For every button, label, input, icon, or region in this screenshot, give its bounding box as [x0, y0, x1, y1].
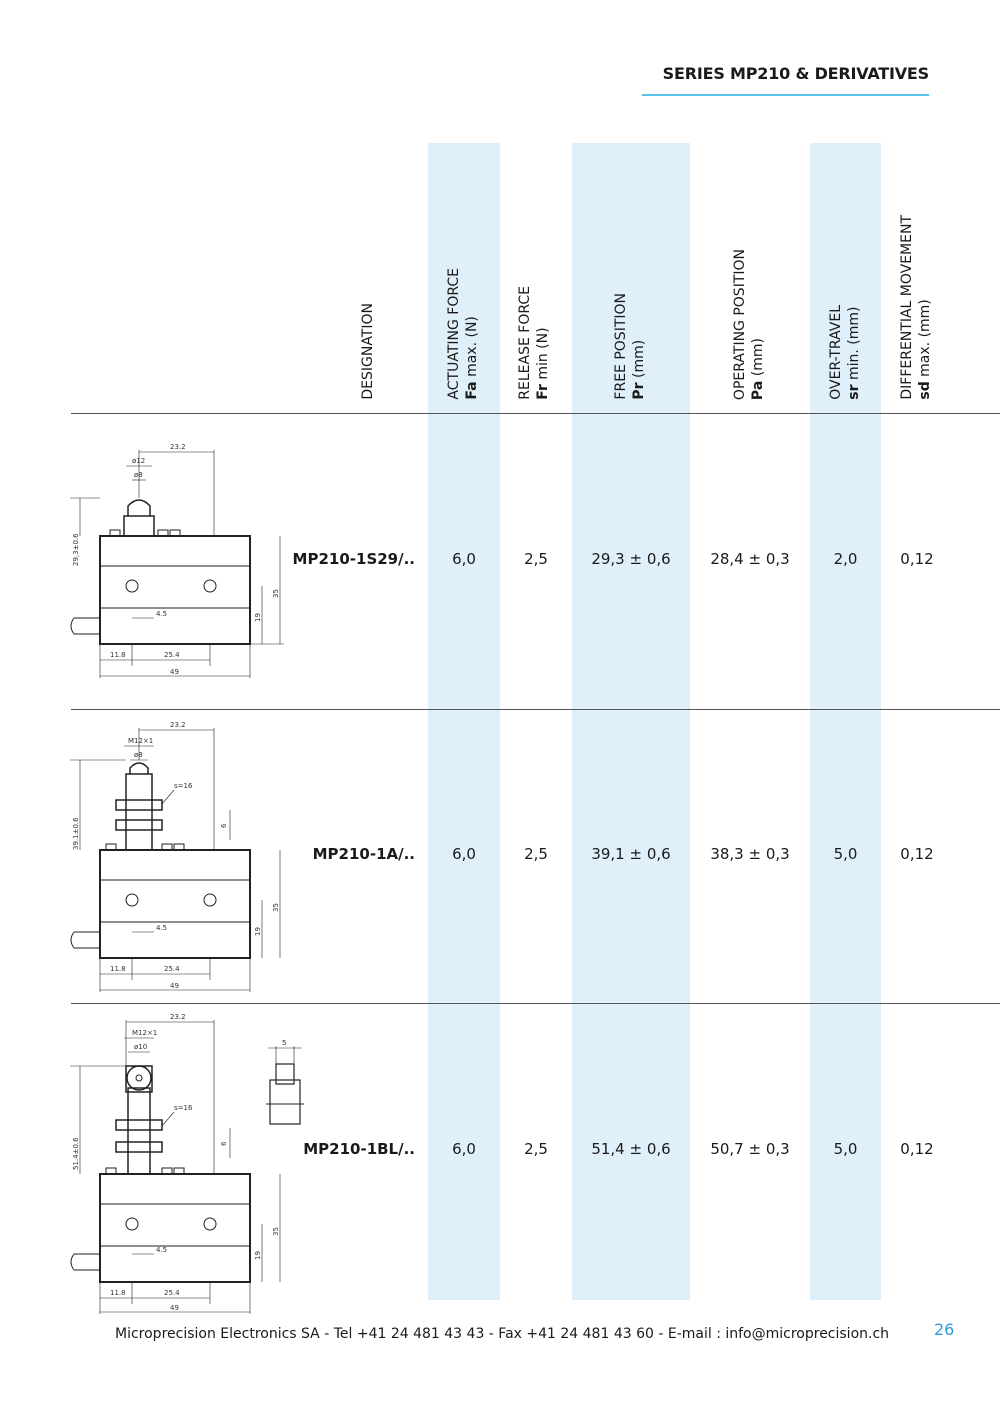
value-pr: 51,4 ± 0,6: [591, 1140, 671, 1158]
dim-35: 35: [272, 589, 280, 598]
page-title: SERIES MP210 & DERIVATIVES: [662, 64, 929, 83]
dim-dia8: ø8: [134, 751, 143, 759]
dim-m12: M12×1: [132, 1029, 158, 1037]
dim-49: 49: [170, 982, 179, 990]
designation-mp210-1s29: MP210-1S29/..: [292, 550, 415, 568]
dim-35: 35: [272, 903, 280, 912]
value-sr: 5,0: [833, 845, 858, 863]
col-designation-label: DESIGNATION: [360, 303, 376, 400]
col-overtravel-unit: min. (mm): [846, 306, 862, 385]
value-fr: 2,5: [524, 1140, 548, 1158]
dim-35: 35: [272, 1227, 280, 1236]
dim-height: 51.4±0.6: [72, 1137, 80, 1170]
drawing-mp210-1a: [70, 716, 290, 994]
row-divider-2: [71, 1003, 1000, 1004]
value-sd: 0,12: [900, 550, 934, 568]
col-release-symbol: Fr: [535, 384, 551, 400]
dim-4-5: 4.5: [156, 610, 168, 618]
dim-height: 29,3±0.6: [72, 533, 80, 566]
dim-height: 39.1±0.6: [72, 817, 80, 850]
value-fr: 2,5: [524, 845, 548, 863]
col-actuating-label: ACTUATING FORCE: [446, 268, 462, 400]
dim-25-4: 25.4: [164, 651, 180, 659]
dim-19: 19: [254, 1251, 262, 1260]
col-differential-unit: max. (mm): [917, 299, 933, 382]
col-overtravel-symbol: sr: [846, 384, 862, 400]
col-free-label: FREE POSITION: [613, 293, 629, 400]
value-pr: 29,3 ± 0,6: [591, 550, 671, 568]
col-actuating-unit: max. (N): [464, 316, 480, 382]
dim-23-2: 23.2: [170, 1013, 186, 1021]
col-operating-unit: (mm): [750, 338, 766, 381]
row-divider-1: [71, 709, 1000, 710]
value-sd: 0,12: [900, 1140, 934, 1158]
col-differential: [898, 215, 934, 400]
dim-19: 19: [254, 613, 262, 622]
dim-dia8: ø8: [134, 471, 143, 479]
dim-23-2: 23.2: [170, 721, 186, 729]
dim-25-4: 25.4: [164, 1289, 180, 1297]
dim-5: 5: [282, 1039, 287, 1047]
dim-11-8: 11.8: [110, 965, 126, 973]
col-operating-label: OPERATING POSITION: [732, 248, 748, 400]
dim-6: 6: [220, 1141, 228, 1146]
col-free: [612, 293, 648, 400]
value-sr: 5,0: [833, 1140, 858, 1158]
designation-mp210-1bl: MP210-1BL/..: [303, 1140, 415, 1158]
value-sd: 0,12: [900, 845, 934, 863]
value-pa: 38,3 ± 0,3: [710, 845, 790, 863]
value-fa: 6,0: [452, 845, 476, 863]
col-designation: [359, 303, 377, 400]
dim-49: 49: [170, 668, 179, 676]
value-pr: 39,1 ± 0,6: [591, 845, 671, 863]
dim-dia12: ø12: [132, 457, 146, 465]
dim-dia10: ø10: [134, 1043, 148, 1051]
col-operating: [731, 249, 767, 400]
dim-25-4: 25.4: [164, 965, 180, 973]
dim-4-5: 4.5: [156, 1246, 168, 1254]
col-differential-label: DIFFERENTIAL MOVEMENT: [899, 215, 915, 400]
value-sr: 2,0: [833, 550, 858, 568]
col-release-unit: min (N): [535, 327, 551, 385]
value-fa: 6,0: [452, 550, 476, 568]
dim-s16: s=16: [174, 782, 193, 790]
col-overtravel: [827, 305, 863, 400]
col-differential-symbol: sd: [917, 381, 933, 400]
col-release-label: RELEASE FORCE: [517, 286, 533, 400]
dim-11-8: 11.8: [110, 1289, 126, 1297]
dim-4-5: 4.5: [156, 924, 168, 932]
dim-19: 19: [254, 927, 262, 936]
drawing-mp210-1bl: [70, 1008, 320, 1316]
footer-contact: Microprecision Electronics SA - Tel +41 24 481 43 43 - Fax +41 24 481 43 60 - E-mail : info@microprecision.ch: [115, 1326, 890, 1342]
col-free-symbol: Pr: [631, 382, 647, 400]
page-number: 26: [934, 1320, 955, 1339]
col-actuating-symbol: Fa: [464, 381, 480, 400]
value-pa: 28,4 ± 0,3: [710, 550, 790, 568]
col-release: [516, 286, 552, 400]
value-fr: 2,5: [524, 550, 548, 568]
title-underline: [642, 94, 929, 96]
dim-11-8: 11.8: [110, 651, 126, 659]
col-operating-symbol: Pa: [750, 380, 766, 400]
dim-23-2: 23.2: [170, 443, 186, 451]
dim-s16: s=16: [174, 1104, 193, 1112]
value-pa: 50,7 ± 0,3: [710, 1140, 790, 1158]
col-actuating: [445, 268, 481, 400]
drawing-mp210-1s29: [70, 438, 290, 688]
designation-mp210-1a: MP210-1A/..: [312, 845, 415, 863]
header-rule: [71, 413, 1000, 414]
value-fa: 6,0: [452, 1140, 476, 1158]
dim-m12: M12×1: [128, 737, 154, 745]
dim-6: 6: [220, 823, 228, 828]
col-overtravel-label: OVER-TRAVEL: [828, 305, 844, 400]
dim-49: 49: [170, 1304, 179, 1312]
col-free-unit: (mm): [631, 340, 647, 383]
